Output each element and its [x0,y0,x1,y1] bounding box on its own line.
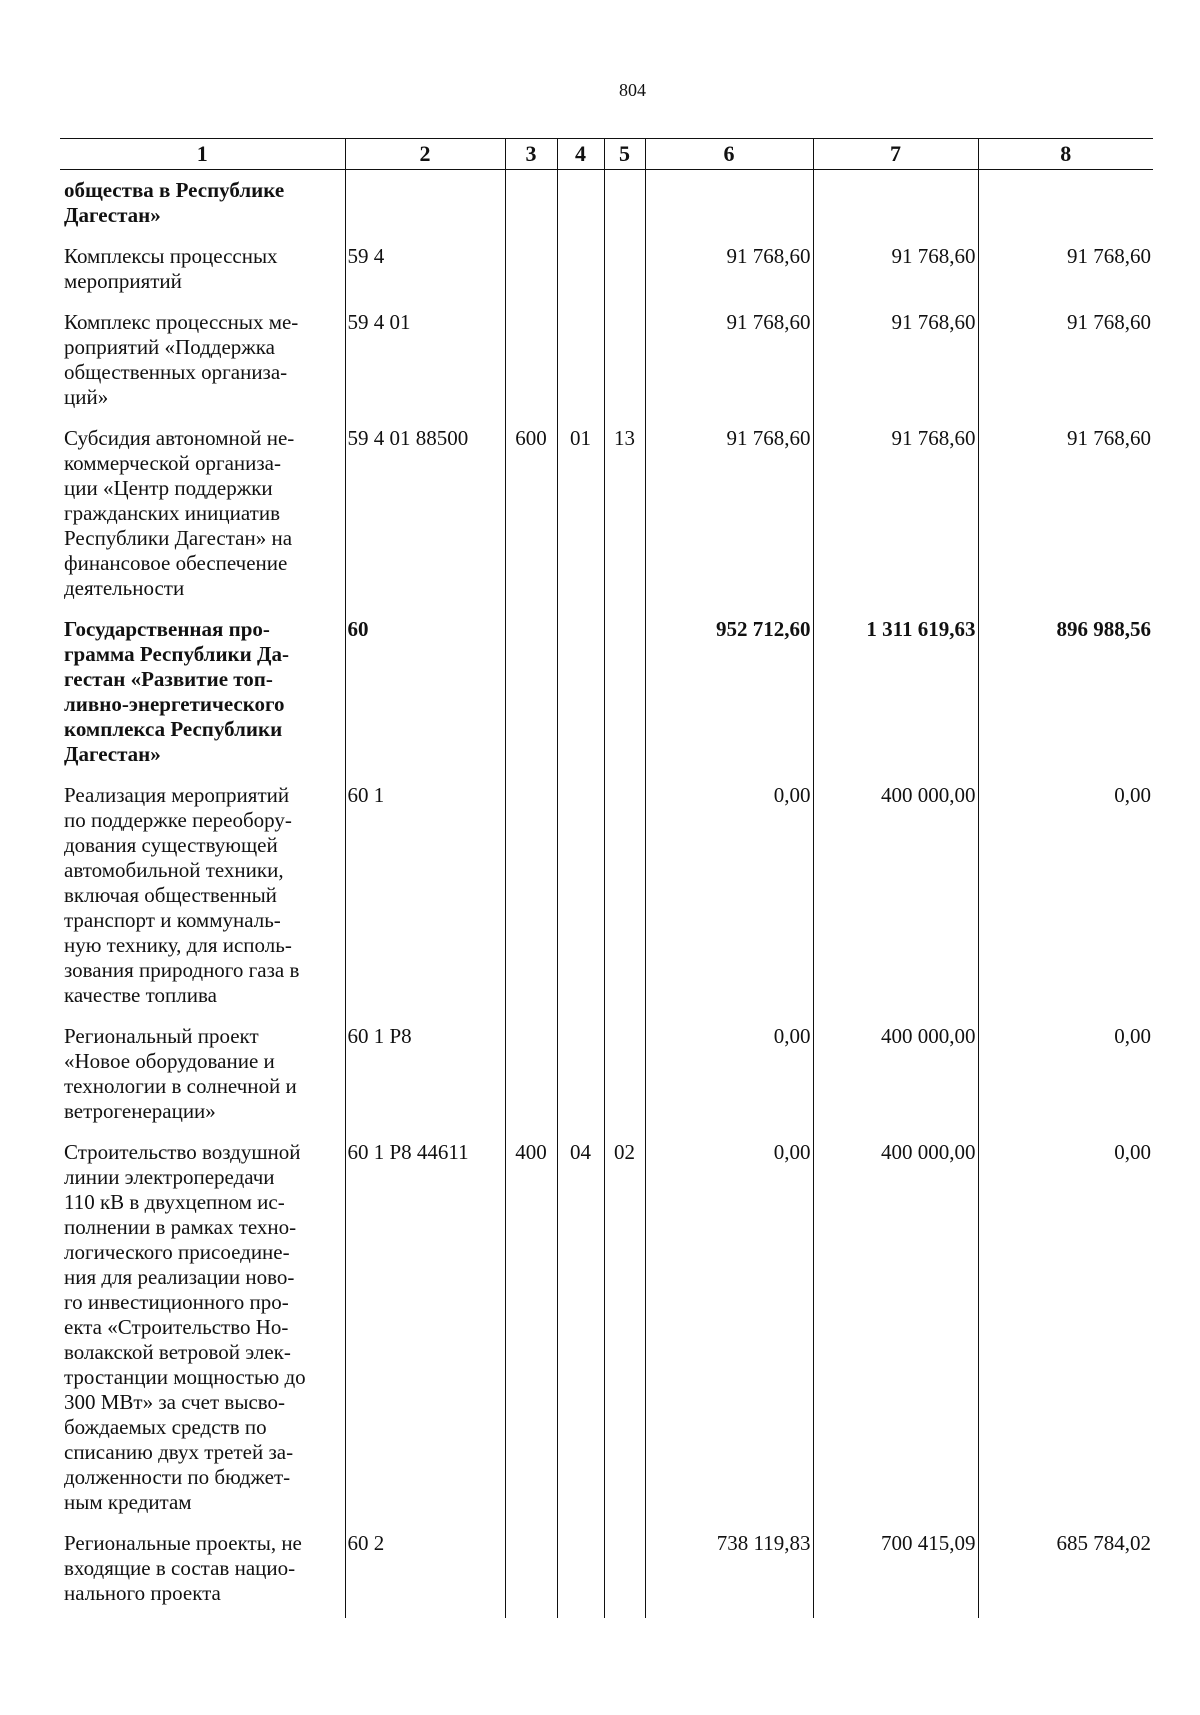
row-value-6: 0,00 [645,1136,813,1527]
row-value-8: 0,00 [978,1136,1153,1527]
row-vr [505,779,557,1020]
row-pr [604,1020,645,1136]
row-value-8: 91 768,60 [978,422,1153,613]
row-value-8: 91 768,60 [978,240,1153,306]
row-code: 60 2 [345,1527,505,1618]
row-rz: 04 [557,1136,604,1527]
row-value-6: 0,00 [645,779,813,1020]
row-pr: 13 [604,422,645,613]
row-name: общества в Республике Дагестан» [64,178,285,227]
row-value-8: 0,00 [978,779,1153,1020]
header-col-7: 7 [813,139,978,170]
row-name: Региональные проекты, не входящие в состав нацио- нального проекта [64,1531,302,1605]
row-name: Реализация мероприятий по поддержке переобору- дования существующей автомобильной техники, включая общественный транспорт и коммуналь- ную технику, для исполь- зования природного газа в качестве топлива [64,783,300,1007]
row-code [345,170,505,241]
row-value-7: 91 768,60 [813,240,978,306]
header-col-3: 3 [505,139,557,170]
row-pr [604,240,645,306]
row-rz [557,613,604,779]
row-code: 59 4 01 [345,306,505,422]
row-vr [505,170,557,241]
row-value-7: 1 311 619,63 [813,613,978,779]
row-rz: 01 [557,422,604,613]
row-pr [604,306,645,422]
row-name: Комплексы процессных мероприятий [64,244,278,293]
row-pr [604,613,645,779]
row-name: Строительство воздушной линии электропередачи 110 кВ в двухцепном ис- полнении в рамках техно- логического присоедине- ния для реализации ново- го инвестиционного про- екта «Строительство Но- волакской ветровой элек- тростанции мощностью до 300 МВт» за счет высво- бождаемых средств по списанию двух третей за- долженности по бюджет- ным кредитам [64,1140,306,1514]
row-name: Региональный проект «Новое оборудование и технологии в солнечной и ветрогенерации» [64,1024,297,1123]
header-col-4: 4 [557,139,604,170]
row-value-7: 400 000,00 [813,779,978,1020]
row-value-7: 400 000,00 [813,1136,978,1527]
row-value-7: 91 768,60 [813,306,978,422]
row-value-6: 0,00 [645,1020,813,1136]
row-pr [604,170,645,241]
table-row [60,240,1153,306]
row-value-6: 91 768,60 [645,422,813,613]
table-row [60,1020,1153,1136]
row-vr: 600 [505,422,557,613]
header-col-2: 2 [345,139,505,170]
row-value-6 [645,170,813,241]
row-code: 59 4 [345,240,505,306]
table-row [60,422,1153,613]
row-value-7: 700 415,09 [813,1527,978,1618]
table-header [60,139,1153,170]
row-pr [604,1527,645,1618]
budget-table [60,138,1153,1618]
row-rz [557,306,604,422]
row-rz [557,240,604,306]
row-vr [505,240,557,306]
row-vr [505,1020,557,1136]
row-vr [505,613,557,779]
row-pr: 02 [604,1136,645,1527]
table-row [60,1527,1153,1618]
table-row [60,613,1153,779]
row-vr [505,1527,557,1618]
row-code: 59 4 01 88500 [345,422,505,613]
row-value-8 [978,170,1153,241]
row-value-6: 738 119,83 [645,1527,813,1618]
table-body [60,170,1153,1619]
table-row [60,779,1153,1020]
row-value-8: 685 784,02 [978,1527,1153,1618]
row-name: Государственная про- грамма Республики Да- гестан «Развитие топ- ливно-энергетического комплекса Республики Дагестан» [64,617,289,766]
row-value-7 [813,170,978,241]
row-name: Комплекс процессных ме- роприятий «Поддержка общественных организа- ций» [64,310,299,409]
row-code: 60 [345,613,505,779]
row-pr [604,779,645,1020]
header-col-8: 8 [978,139,1153,170]
row-name: Субсидия автономной не- коммерческой организа- ции «Центр поддержки гражданских инициатив Республики Дагестан» на финансовое обеспечение деятельности [64,426,295,600]
row-code: 60 1 [345,779,505,1020]
table-row [60,170,1153,241]
header-row [60,139,1153,170]
row-vr [505,306,557,422]
header-col-1: 1 [60,139,345,170]
row-rz [557,170,604,241]
header-col-6: 6 [645,139,813,170]
row-value-8: 0,00 [978,1020,1153,1136]
row-value-8: 91 768,60 [978,306,1153,422]
row-rz [557,779,604,1020]
page-number: 804 [619,80,646,100]
row-value-8: 896 988,56 [978,613,1153,779]
row-rz [557,1527,604,1618]
row-vr: 400 [505,1136,557,1527]
row-code: 60 1 P8 [345,1020,505,1136]
row-rz [557,1020,604,1136]
budget-table-container [60,138,1153,1618]
row-value-6: 91 768,60 [645,240,813,306]
row-code: 60 1 P8 44611 [345,1136,505,1527]
row-value-7: 91 768,60 [813,422,978,613]
row-value-6: 91 768,60 [645,306,813,422]
row-value-6: 952 712,60 [645,613,813,779]
row-value-7: 400 000,00 [813,1020,978,1136]
table-row [60,1136,1153,1527]
table-row [60,306,1153,422]
header-col-5: 5 [604,139,645,170]
